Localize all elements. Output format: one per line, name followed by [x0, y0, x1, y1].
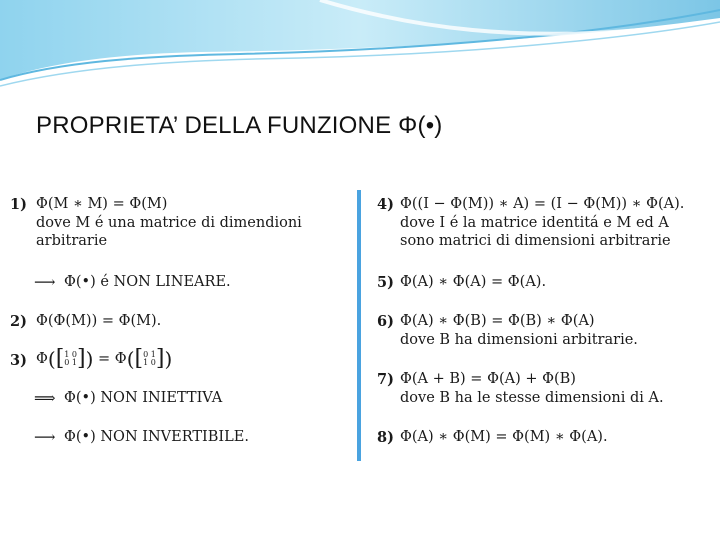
property-5-number: 5) [377, 274, 394, 291]
property-4-text-line2: sono matrici di dimensioni arbitrarie [400, 233, 671, 249]
non-linear-statement: Φ(•) é NON LINEARE. [64, 274, 231, 290]
property-7-text: dove B ha le stesse dimensioni di A. [400, 390, 664, 406]
column-divider [357, 190, 361, 461]
property-1-text-line2: arbitrarie [36, 233, 108, 249]
property-8-number: 8) [377, 429, 394, 446]
property-3-formula: Φ([1 0 0 1]) = Φ([0 1 1 0]) [36, 346, 173, 371]
equals-phi: = Φ [98, 351, 127, 367]
implies-arrow-icon: ⟶ [34, 273, 56, 291]
property-2-number: 2) [10, 313, 27, 330]
phi-symbol: Φ [36, 351, 48, 367]
property-1-formula: Φ(M ∗ M) = Φ(M) [36, 196, 168, 212]
property-5-formula: Φ(A) ∗ Φ(A) = Φ(A). [400, 274, 547, 290]
property-6-number: 6) [377, 313, 394, 330]
non-invertible-statement: Φ(•) NON INVERTIBILE. [64, 429, 249, 445]
property-7-formula: Φ(A + B) = Φ(A) + Φ(B) [400, 371, 576, 387]
property-4-formula: Φ((I − Φ(M)) ∗ A) = (I − Φ(M)) ∗ Φ(A). [400, 196, 685, 212]
property-6-formula: Φ(A) ∗ Φ(B) = Φ(B) ∗ Φ(A) [400, 313, 595, 329]
property-4-text-line1: dove I é la matrice identitá e M ed A [400, 215, 669, 231]
matrix-1 [64, 351, 77, 367]
property-2-formula: Φ(Φ(M)) = Φ(M). [36, 313, 162, 329]
matrix-1-row-2: 0 1 [64, 358, 78, 367]
property-3-number: 3) [10, 352, 27, 369]
implies-arrow-icon-2: ⟶ [34, 428, 56, 446]
matrix-1-row-1: 1 0 [64, 350, 78, 359]
property-6-text: dove B ha dimensioni arbitrarie. [400, 332, 638, 348]
property-7-number: 7) [377, 371, 394, 388]
slide-title: PROPRIETA’ DELLA FUNZIONE Φ(•) [36, 112, 443, 139]
double-implies-arrow-icon: ⟹ [34, 389, 56, 407]
matrix-2 [143, 351, 156, 367]
property-1-text-line1: dove M é una matrice di dimendioni [36, 215, 302, 231]
matrix-2-row-1: 0 1 [143, 350, 156, 359]
property-8-formula: Φ(A) ∗ Φ(M) = Φ(M) ∗ Φ(A). [400, 429, 608, 445]
non-injective-statement: Φ(•) NON INIETTIVA [64, 390, 223, 406]
matrix-2-row-2: 1 0 [143, 358, 156, 367]
header-wave-decoration [0, 0, 720, 90]
property-4-number: 4) [377, 196, 394, 213]
property-1-number: 1) [10, 196, 27, 213]
